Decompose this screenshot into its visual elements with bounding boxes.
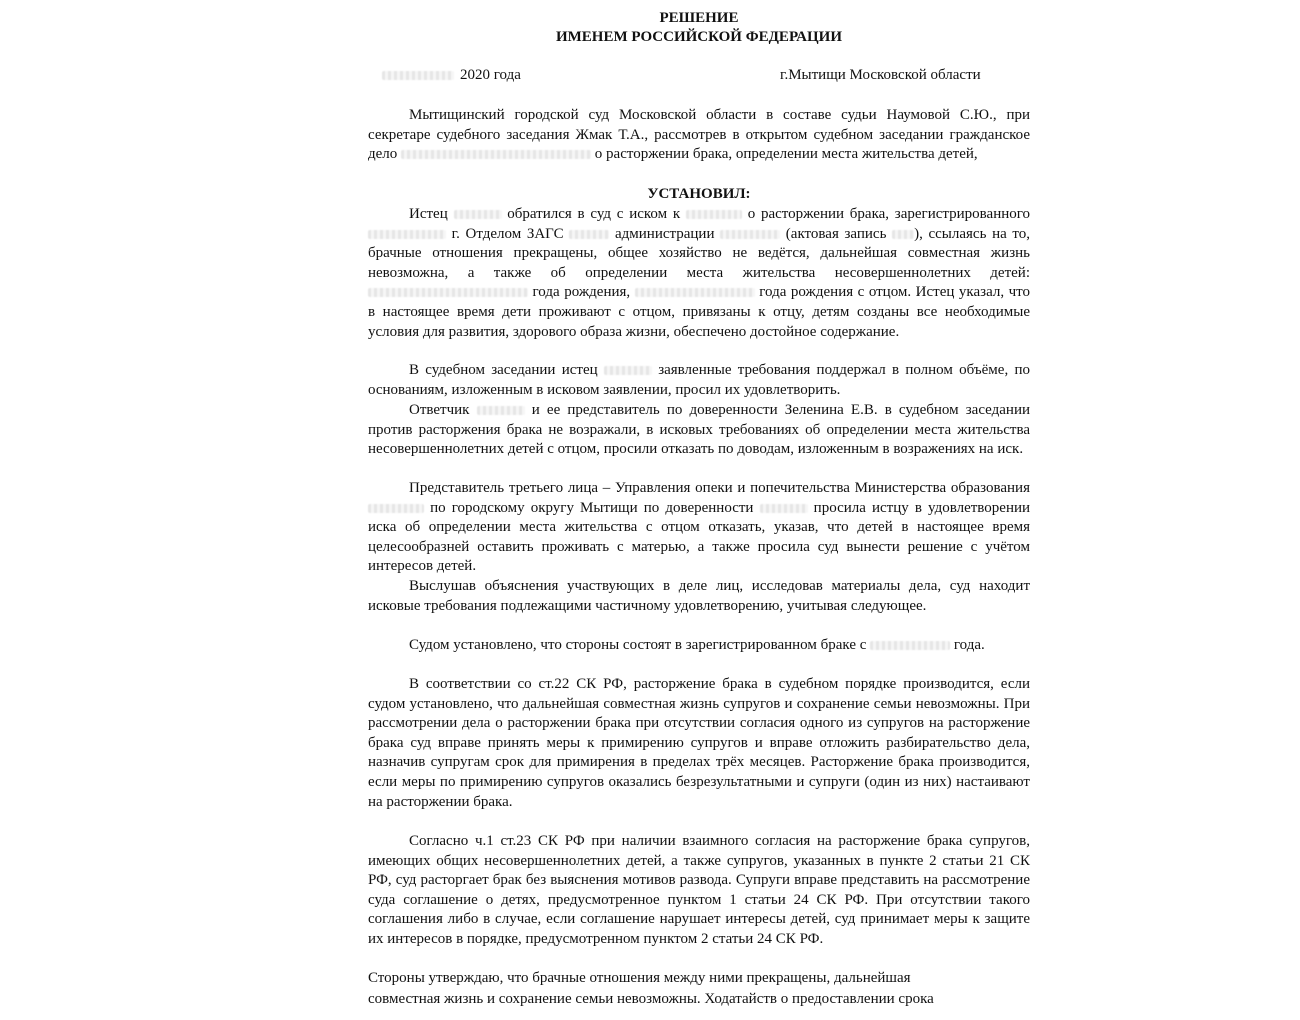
paragraph-text: года рождения с отцом. Истец указал, что в настоящее время дети проживают с отцом, привязаны к отцу, детям созданы все необходимые условия для развития, здорового образа жизни, обеспечено достойное содержание.	[368, 284, 1031, 340]
paragraph-text: и ее представитель по доверенности Зеленина Е.В. в судебном заседании против расторжения брака не возражали, в исковых требованиях об определении места жительства несовершеннолетних детей с отцом, просили отказать по доводам, изложенным в возражениях на иск.	[368, 402, 1030, 458]
section-heading: УСТАНОВИЛ:	[647, 186, 751, 202]
paragraph-text: по городскому округу Мытищи по доверенности	[430, 499, 754, 516]
redacted-text	[686, 210, 742, 219]
paragraph-text: о расторжении брака, определении места жительства детей,	[594, 146, 978, 163]
document-subtitle: ИМЕНЕМ РОССИЙСКОЙ ФЕДЕРАЦИИ	[555, 29, 843, 45]
decision-city: г.Мытищи Московской области	[780, 67, 981, 83]
paragraph-claim	[368, 205, 1030, 342]
decision-date: 2020 года	[460, 67, 521, 83]
redacted-text	[368, 504, 424, 513]
redacted-text	[569, 230, 609, 239]
paragraph-text: Согласно ч.1 ст.23 СК РФ при наличии взаимного согласия на расторжение брака супругов, имеющих общих несовершеннолетних детей, а также супругов, указанных в пункте 2 статьи 21 СК РФ, суд расторгает брак без выяснения мотивов развода. Супруги вправе представить на рассмотрение суда соглашение о детях, предусмотренное пунктом 1 статьи 24 СК РФ. При отсутствии такого соглашения либо в случае, если соглашение нарушает интересы детей, суд принимает меры к защите их интересов в порядке, предусмотренном пунктом 2 статьи 24 СК РФ.	[368, 833, 1030, 947]
paragraph-text: г. Отделом ЗАГС	[451, 225, 564, 242]
paragraph-intro	[368, 106, 1030, 165]
paragraph-parties-line-1: Стороны утверждаю, что брачные отношения между ними прекращены, дальнейшая	[368, 970, 911, 986]
redacted-text	[870, 641, 950, 650]
redacted-text	[720, 230, 780, 239]
redacted-text	[454, 210, 502, 219]
paragraph-text: администрации	[614, 225, 715, 242]
redacted-text	[635, 288, 755, 297]
paragraph-parties-line-2: совместная жизнь и сохранение семьи невозможны. Ходатайств о предоставлении срока	[368, 991, 934, 1007]
redacted-text	[401, 150, 591, 159]
paragraph-third-party	[368, 479, 1030, 577]
redacted-text	[382, 71, 454, 80]
paragraph-text: года рождения,	[532, 284, 631, 301]
paragraph-text: Истец	[409, 206, 448, 222]
date-line	[368, 66, 1030, 85]
paragraph-text: о расторжении брака, зарегистрированного	[747, 206, 1031, 222]
paragraph-text: Представитель третьего лица – Управления опеки и попечительства Министерства образования	[409, 480, 1030, 496]
paragraph-article-23	[368, 832, 1030, 950]
paragraph-text: Выслушав объяснения участвующих в деле лиц, исследовав материалы дела, суд находит исковые требования подлежащими частичному удовлетворению, учитывая следующее.	[368, 578, 1030, 614]
paragraph-defendant	[368, 401, 1030, 460]
paragraph-text: Ответчик	[409, 402, 470, 418]
redacted-text	[368, 288, 528, 297]
paragraph-text: ), ссылаясь на то, брачные отношения прекращены, общее хозяйство не ведётся, дальнейшая совместная жизнь невозможна, а также об определении места жительства несовершеннолетних детей:	[368, 225, 1031, 281]
paragraph-text: Мытищинский городской суд Московской области в составе судьи Наумовой С.Ю., при секретаре судебного заседания Жмак Т.А., рассмотрев в открытом судебном заседании гражданское дело	[368, 107, 1030, 163]
paragraph-article-22	[368, 675, 1030, 812]
paragraph-text: В судебном заседании истец	[409, 362, 598, 378]
redacted-text	[477, 406, 525, 415]
redacted-text	[760, 504, 808, 513]
paragraph-text: обратился в суд с иском к	[507, 206, 681, 222]
paragraph-text: (актовая запись	[785, 225, 887, 242]
paragraph-text: просила истцу в удовлетворении иска об определении места жительства с отцом отказать, указав, что детей в настоящее время целесообразней оставить проживать с матерью, а также просила суд вынести решение с учётом интересов детей.	[368, 499, 1031, 575]
paragraph-findings	[368, 577, 1030, 616]
paragraph-plaintiff-hearing	[368, 361, 1030, 400]
paragraph-text: В соответствии со ст.22 СК РФ, расторжение брака в судебном порядке производится, если судом установлено, что дальнейшая совместная жизнь супругов и сохранение семьи невозможны. При рассмотрении дела о расторжении брака при отсутствии согласия одного из супругов на расторжение брака суд вправе принять меры к примирению супругов и вправе отложить разбирательство дела, назначив супругам срок для примирения в пределах трёх месяцев. Расторжение брака производится, если меры по примирению супругов оказались безрезультатными и супруги (один из них) настаивают на расторжении брака.	[368, 676, 1030, 810]
redacted-text	[604, 366, 652, 375]
paragraph-text: Судом установлено, что стороны состоят в зарегистрированном браке с	[409, 637, 867, 653]
redacted-text	[368, 230, 446, 239]
paragraph-text: года.	[953, 637, 985, 653]
redacted-text	[892, 230, 914, 239]
document-title: РЕШЕНИЕ	[659, 10, 739, 26]
paragraph-established	[368, 636, 1030, 656]
paragraph-text: заявленные требования поддержал в полном объёме, по основаниям, изложенным в исковом заявлении, просил их удовлетворить.	[368, 362, 1030, 398]
